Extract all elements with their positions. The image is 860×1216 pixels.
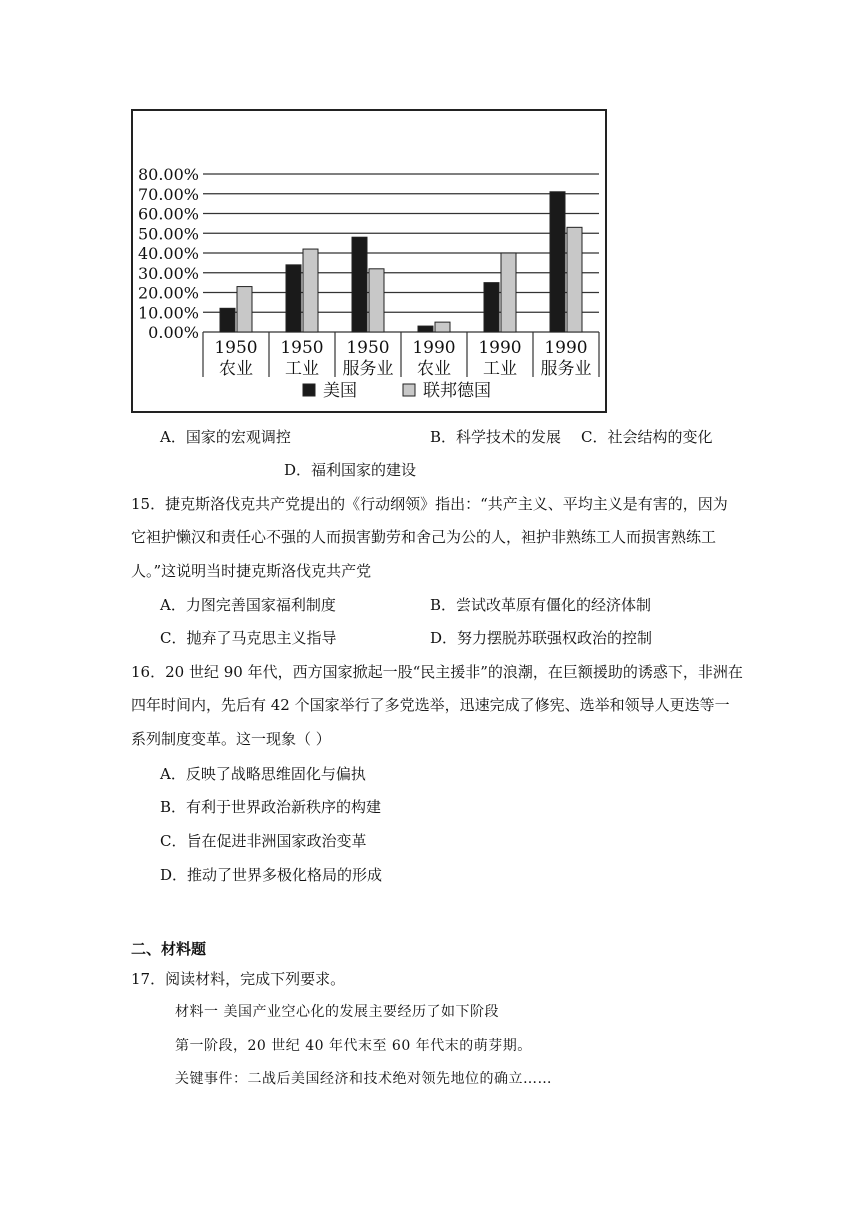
q16-stem-line-1: 16．20 世纪 90 年代，西方国家掀起一股“民主援非”的浪潮，在巨额援助的诱惑下，非洲在 [131, 663, 743, 681]
material-1-event: 关键事件：二战后美国经济和技术绝对领先地位的确立…… [175, 1071, 552, 1087]
y-tick-label: 50.00% [137, 224, 199, 244]
category-year-label: 1950 [346, 338, 390, 358]
q16-option-c[interactable]: C．旨在促进非洲国家政治变革 [160, 832, 367, 850]
y-tick-label: 10.00% [137, 303, 199, 323]
bar-west-germany [303, 249, 318, 332]
y-tick-label: 80.00% [137, 165, 199, 184]
category-sector-label: 工业 [483, 359, 517, 379]
material-1-stage: 第一阶段，20 世纪 40 年代末至 60 年代末的萌芽期。 [175, 1038, 532, 1054]
q15-option-a[interactable]: A．力图完善国家福利制度 [160, 596, 336, 614]
q14-option-a[interactable]: A．国家的宏观调控 [160, 428, 291, 446]
q16-option-a[interactable]: A．反映了战略思维固化与偏执 [160, 765, 366, 783]
bar-west-germany [501, 253, 516, 332]
q15-option-c[interactable]: C．抛弃了马克思主义指导 [160, 629, 337, 647]
q14-option-b[interactable]: B．科学技术的发展 [430, 428, 562, 446]
category-sector-label: 工业 [285, 359, 319, 379]
bar-west-germany [369, 269, 384, 332]
bar-west-germany [435, 322, 450, 332]
q17-stem: 17．阅读材料，完成下列要求。 [131, 970, 346, 988]
legend-swatch [403, 384, 415, 396]
bar-usa [286, 265, 301, 332]
section-heading: 二、材料题 [131, 940, 207, 958]
q15-stem-line-2: 它袒护懒汉和责任心不强的人而损害勤劳和舍己为公的人，袒护非熟练工人而损害熟练工 [131, 528, 717, 546]
y-tick-label: 20.00% [137, 283, 199, 303]
category-sector-label: 服务业 [342, 359, 394, 379]
q15-stem-line-3: 人。”这说明当时捷克斯洛伐克共产党 [131, 562, 372, 580]
bar-west-germany [237, 287, 252, 332]
q16-stem-line-2: 四年时间内，先后有 42 个国家举行了多党选举，迅速完成了修宪、选举和领导人更迭等一 [131, 696, 730, 714]
bar-usa [484, 283, 499, 332]
category-sector-label: 服务业 [540, 359, 592, 379]
bar-usa [550, 192, 565, 332]
bar-usa [352, 237, 367, 332]
category-year-label: 1990 [412, 338, 456, 358]
material-1-title: 材料一 美国产业空心化的发展主要经历了如下阶段 [175, 1004, 499, 1020]
legend-label: 联邦德国 [423, 381, 491, 401]
y-tick-label: 70.00% [137, 184, 199, 204]
category-sector-label: 农业 [417, 359, 451, 379]
q14-option-d[interactable]: D．福利国家的建设 [284, 461, 417, 479]
y-tick-label: 60.00% [137, 204, 199, 224]
bar-chart [131, 109, 607, 413]
y-tick-label: 0.00% [148, 323, 199, 342]
legend-label: 美国 [323, 381, 357, 401]
y-tick-label: 30.00% [137, 263, 199, 283]
q15-option-b[interactable]: B．尝试改革原有僵化的经济体制 [430, 596, 652, 614]
legend-swatch [303, 384, 315, 396]
y-tick-label: 40.00% [137, 244, 199, 263]
bar-usa [220, 308, 235, 332]
bar-west-germany [567, 227, 582, 332]
category-year-label: 1990 [478, 338, 522, 358]
category-year-label: 1950 [280, 338, 324, 358]
q15-option-d[interactable]: D．努力摆脱苏联强权政治的控制 [430, 629, 653, 647]
q14-option-c[interactable]: C．社会结构的变化 [581, 428, 713, 446]
q15-stem-line-1: 15．捷克斯洛伐克共产党提出的《行动纲领》指出：“共产主义、平均主义是有害的，因为 [131, 495, 728, 513]
category-sector-label: 农业 [219, 359, 253, 379]
bar-chart-svg [133, 111, 609, 415]
q16-option-d[interactable]: D．推动了世界多极化格局的形成 [160, 866, 383, 884]
q16-stem-line-3: 系列制度变革。这一现象（ ） [131, 730, 331, 748]
q16-option-b[interactable]: B．有利于世界政治新秩序的构建 [160, 798, 382, 816]
category-year-label: 1950 [214, 338, 258, 358]
category-year-label: 1990 [544, 338, 588, 358]
bar-usa [418, 326, 433, 332]
